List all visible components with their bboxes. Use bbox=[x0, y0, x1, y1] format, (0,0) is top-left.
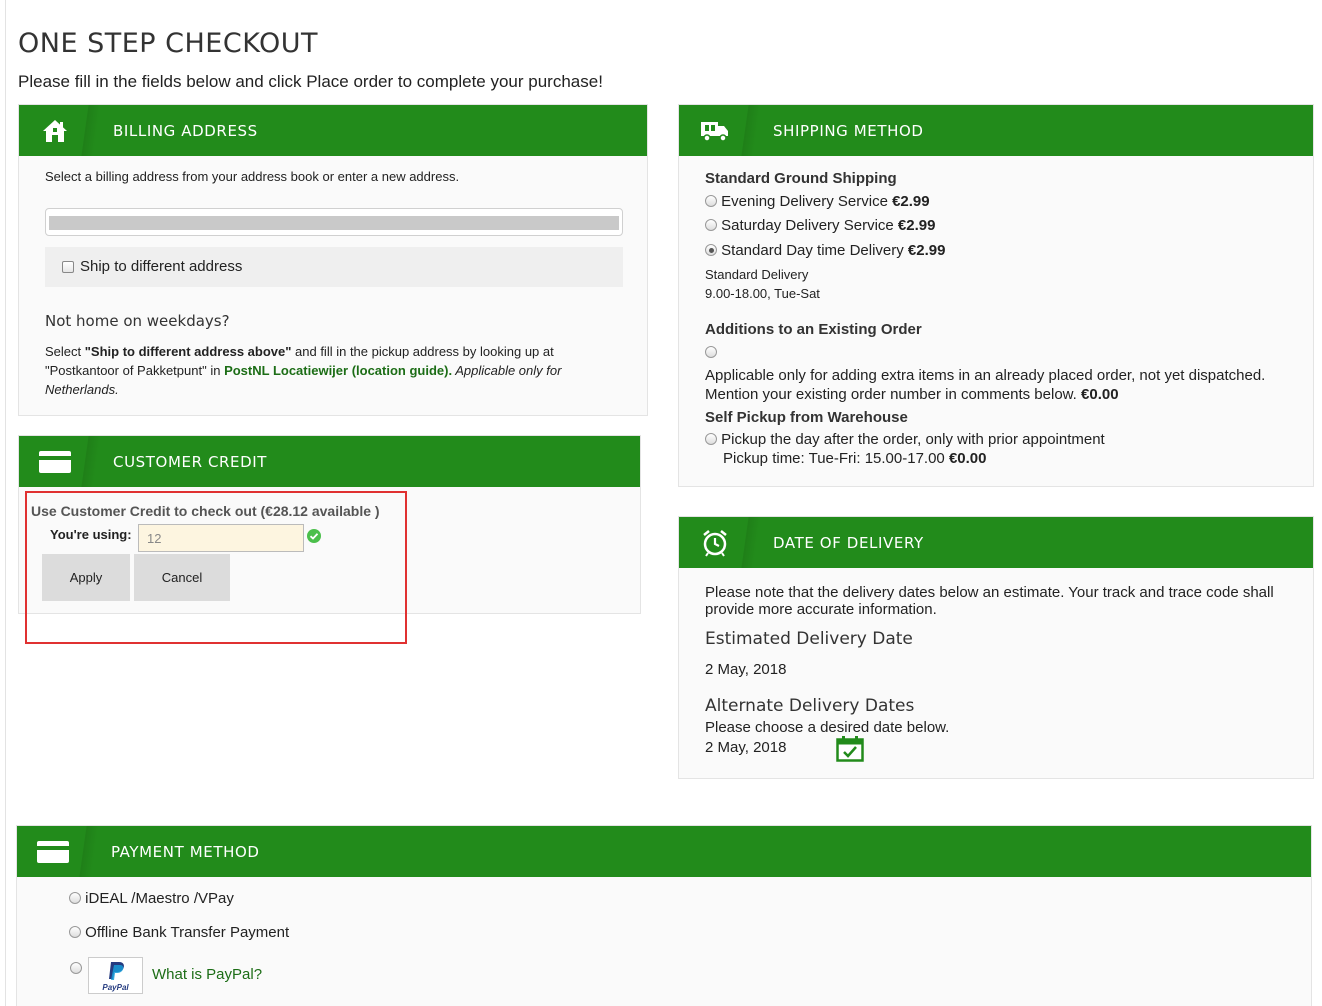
shipping-radio-saturday[interactable] bbox=[705, 219, 717, 231]
estimated-delivery-date: 2 May, 2018 bbox=[705, 661, 787, 678]
self-pickup-text-2: Pickup time: Tue-Fri: 15.00-17.00 bbox=[723, 450, 949, 467]
paypal-logo[interactable] bbox=[88, 957, 143, 994]
self-pickup-text-1: Pickup the day after the order, only with prior appointment bbox=[721, 431, 1105, 448]
apply-credit-button[interactable]: Apply bbox=[42, 554, 130, 601]
billing-address-title: BILLING ADDRESS bbox=[113, 122, 258, 140]
date-of-delivery-section bbox=[678, 516, 1314, 779]
shipping-option-label: Saturday Delivery Service bbox=[721, 217, 898, 234]
page-left-border bbox=[5, 0, 6, 1006]
alternate-delivery-heading: Alternate Delivery Dates bbox=[705, 696, 915, 716]
estimated-delivery-heading: Estimated Delivery Date bbox=[705, 629, 913, 649]
ship-different-label: Ship to different address bbox=[80, 258, 243, 275]
cancel-credit-button[interactable]: Cancel bbox=[134, 554, 230, 601]
paypal-p-icon bbox=[105, 961, 127, 981]
standard-ground-heading: Standard Ground Shipping bbox=[705, 170, 897, 187]
self-pickup-heading: Self Pickup from Warehouse bbox=[705, 409, 908, 426]
payment-option-ideal[interactable] bbox=[69, 890, 234, 907]
billing-intro: Select a billing address from your address book or enter a new address. bbox=[45, 169, 460, 184]
shipping-method-section bbox=[678, 104, 1314, 487]
redacted-address-value bbox=[49, 216, 619, 230]
additions-description bbox=[705, 366, 1305, 404]
payment-option-bank-transfer[interactable] bbox=[69, 924, 289, 941]
pickup-note-bold: "Ship to different address above" bbox=[84, 344, 292, 359]
shipping-option-self-pickup[interactable] bbox=[705, 431, 1105, 448]
additions-text-2: Mention your existing order number in comments below. bbox=[705, 386, 1082, 403]
customer-credit-header bbox=[19, 436, 640, 487]
customer-credit-title: CUSTOMER CREDIT bbox=[113, 453, 268, 471]
billing-address-select[interactable] bbox=[45, 208, 623, 236]
home-icon bbox=[19, 105, 91, 156]
use-credit-label: Use Customer Credit to check out (€28.12 available ) bbox=[31, 503, 380, 519]
payment-option-label: iDEAL /Maestro /VPay bbox=[85, 890, 234, 907]
standard-delivery-note: Standard Delivery bbox=[705, 267, 809, 282]
shipping-option-price: €2.99 bbox=[892, 193, 930, 210]
ship-different-checkbox[interactable] bbox=[62, 261, 74, 273]
shipping-option-label: Standard Day time Delivery bbox=[721, 242, 908, 259]
credit-highlight-box bbox=[25, 491, 407, 644]
page-title: ONE STEP CHECKOUT bbox=[18, 28, 318, 59]
credit-card-icon bbox=[19, 436, 91, 487]
additions-price: €0.00 bbox=[1081, 386, 1119, 403]
shipping-option-label: Evening Delivery Service bbox=[721, 193, 893, 210]
postnl-location-guide-link[interactable]: PostNL Locatiewijer (location guide). bbox=[224, 363, 453, 378]
shipping-method-header bbox=[679, 105, 1313, 156]
credit-card-icon bbox=[17, 826, 89, 877]
using-label: You're using: bbox=[50, 527, 132, 542]
what-is-paypal-link[interactable]: What is PayPal? bbox=[152, 966, 263, 983]
pickup-note-text: Select bbox=[45, 344, 85, 359]
shipping-option-price: €2.99 bbox=[907, 242, 946, 259]
shipping-radio-self-pickup[interactable] bbox=[705, 433, 717, 445]
paypal-logo-text: PayPal bbox=[102, 983, 129, 992]
payment-radio-paypal[interactable] bbox=[70, 962, 82, 974]
shipping-radio-additions[interactable] bbox=[705, 346, 717, 358]
payment-method-header bbox=[17, 826, 1311, 877]
billing-address-section bbox=[18, 104, 648, 416]
shipping-radio-standard-daytime[interactable] bbox=[705, 244, 717, 256]
alarm-clock-icon bbox=[679, 517, 751, 568]
additions-heading: Additions to an Existing Order bbox=[705, 321, 922, 338]
pickup-note-italic: Applicable only for Netherlands. bbox=[45, 363, 562, 397]
shipping-option-price: €2.99 bbox=[897, 217, 936, 234]
shipping-option-saturday[interactable] bbox=[705, 217, 935, 234]
shipping-radio-evening[interactable] bbox=[705, 195, 717, 207]
date-of-delivery-title: DATE OF DELIVERY bbox=[773, 534, 924, 552]
standard-delivery-hours: 9.00-18.00, Tue-Sat bbox=[705, 286, 820, 301]
alternate-delivery-prompt: Please choose a desired date below. bbox=[705, 719, 950, 736]
shipping-option-standard-daytime[interactable] bbox=[705, 242, 945, 259]
pickup-note-text-2: and fill in the pickup address by looking up at "Postkantoor of Pakketpunt" in bbox=[45, 344, 554, 378]
payment-option-label: Offline Bank Transfer Payment bbox=[85, 924, 290, 941]
delivery-note: Please note that the delivery dates below an estimate. Your track and trace code shall provide more accurate information. bbox=[705, 584, 1274, 618]
shipping-option-evening[interactable] bbox=[705, 193, 930, 210]
pickup-note bbox=[45, 342, 605, 399]
ship-different-row[interactable] bbox=[45, 247, 623, 287]
payment-radio-ideal[interactable] bbox=[69, 892, 81, 904]
payment-radio-bank-transfer[interactable] bbox=[69, 926, 81, 938]
page-subtitle: Please fill in the fields below and click Place order to complete your purchase! bbox=[18, 72, 603, 91]
shipping-method-title: SHIPPING METHOD bbox=[773, 122, 924, 140]
payment-method-section bbox=[16, 825, 1312, 1006]
not-home-heading: Not home on weekdays? bbox=[45, 312, 230, 330]
date-of-delivery-header bbox=[679, 517, 1313, 568]
additions-text-1: Applicable only for adding extra items in an already placed order, not yet dispatched. bbox=[705, 367, 1266, 384]
self-pickup-price: €0.00 bbox=[948, 450, 987, 467]
delivery-truck-icon bbox=[679, 105, 751, 156]
billing-address-header bbox=[19, 105, 647, 156]
self-pickup-time bbox=[723, 450, 986, 467]
alternate-delivery-date: 2 May, 2018 bbox=[705, 739, 787, 756]
calendar-check-icon[interactable] bbox=[836, 736, 864, 767]
payment-method-title: PAYMENT METHOD bbox=[111, 843, 260, 861]
